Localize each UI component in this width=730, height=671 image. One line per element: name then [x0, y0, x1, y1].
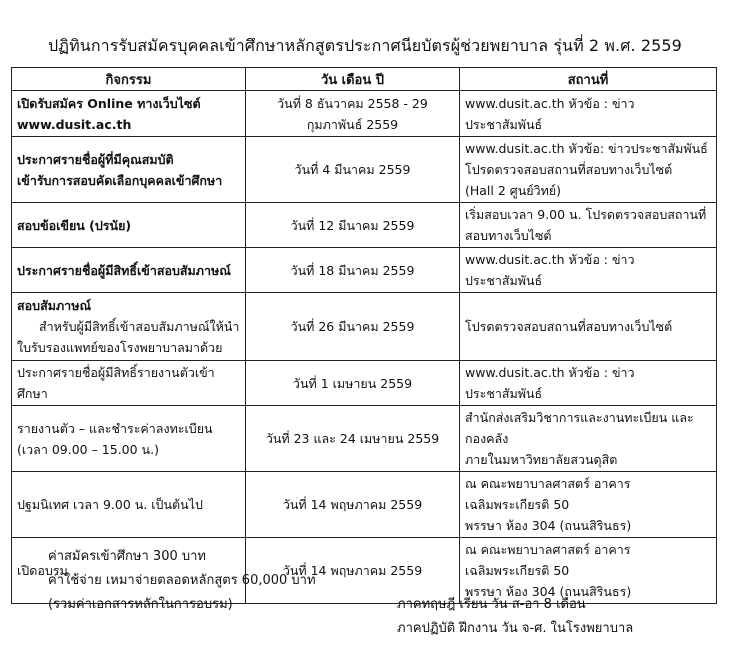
place-line: ณ คณะพยาบาลศาสตร์ อาคารเฉลิมพระเกียรติ 50: [465, 542, 631, 578]
activity-cell: [12, 203, 246, 248]
place-line: www.dusit.ac.th หัวข้อ : ข่าวประชาสัมพันธ์: [465, 252, 635, 288]
date-cell: [246, 91, 460, 137]
activity-line: ประกาศรายชื่อผู้มีสิทธิ์รายงานตัวเข้าศึกษา: [17, 365, 215, 401]
activity-line: เปิดรับสมัคร Online ทางเว็บไซต์: [17, 95, 201, 111]
activity-line: สอบสัมภาษณ์: [17, 298, 92, 313]
table-row: [12, 472, 717, 538]
activity-cell: [12, 361, 246, 406]
activity-cell: [12, 472, 246, 538]
date-cell: [246, 293, 460, 361]
date-cell: [246, 248, 460, 293]
place-line: www.dusit.ac.th หัวข้อ : ข่าวประชาสัมพันธ์: [465, 365, 635, 401]
date-line: วันที่ 14 พฤษภาคม 2559: [282, 563, 423, 578]
place-line: โปรดตรวจสอบสถานที่สอบทางเว็บไซต์: [465, 319, 673, 334]
activity-line: ประกาศรายชื่อผู้มีสิทธิ์เข้าสอบสัมภาษณ์: [17, 262, 231, 278]
header-place: สถานที่: [460, 68, 717, 91]
place-line: เริ่มสอบเวลา 9.00 น. โปรดตรวจสอบสถานที่: [465, 207, 707, 222]
place-cell: [460, 472, 717, 538]
table-row: [12, 293, 717, 361]
activity-cell: [12, 248, 246, 293]
header-activity: กิจกรรม: [12, 68, 246, 91]
table-header-row: [12, 68, 717, 91]
date-line: วันที่ 12 มีนาคม 2559: [290, 217, 415, 233]
table-row: [12, 248, 717, 293]
date-line: วันที่ 8 ธันวาคม 2558 - 29: [277, 95, 428, 111]
fee-notes: [48, 545, 316, 617]
activity-line: รายงานตัว – และชำระค่าลงทะเบียน: [17, 420, 213, 436]
note-application-fee: ค่าสมัครเข้าศึกษา 300 บาท: [48, 549, 206, 564]
note-documents: (รวมค่าเอกสารหลักในการอบรม): [48, 597, 233, 612]
note-practice: ภาคปฏิบัติ ฝึกงาน วัน จ-ศ. ในโรงพยาบาล: [397, 621, 634, 636]
date-line: กุมภาพันธ์ 2559: [306, 116, 399, 132]
activity-cell: [12, 137, 246, 203]
header-date: วัน เดือน ปี: [246, 68, 460, 91]
activity-cell: [12, 91, 246, 137]
table-row: [12, 137, 717, 203]
activity-line: ปฐมนิเทศ เวลา 9.00 น. เป็นต้นไป: [17, 497, 203, 512]
activity-line: เปิดอบรม: [17, 563, 68, 578]
date-line: วันที่ 26 มีนาคม 2559: [290, 319, 415, 334]
date-line: วันที่ 1 เมษายน 2559: [292, 375, 413, 391]
place-line: โปรดตรวจสอบสถานที่สอบทางเว็บไซต์: [465, 162, 673, 177]
place-line: พรรษา ห้อง 304 (ถนนสิรินธร): [465, 518, 632, 533]
activity-line: ประกาศรายชื่อผู้ที่มีคุณสมบัติ: [17, 151, 174, 167]
place-line: (Hall 2 ศูนย์วิทย์): [465, 183, 562, 198]
table-row: [12, 203, 717, 248]
place-line: ณ คณะพยาบาลศาสตร์ อาคารเฉลิมพระเกียรติ 50: [465, 476, 631, 512]
activity-line: www.dusit.ac.th: [17, 116, 132, 132]
place-cell: [460, 293, 717, 361]
place-line: พรรษา ห้อง 304 (ถนนสิรินธร): [465, 584, 632, 599]
date-cell: [246, 203, 460, 248]
activity-line: เข้ารับการสอบคัดเลือกบุคคลเข้าศึกษา: [17, 172, 223, 188]
activity-cell: [12, 406, 246, 472]
place-cell: [460, 91, 717, 137]
place-cell: [460, 361, 717, 406]
place-line: สำนักส่งเสริมวิชาการและงานทะเบียน และกองคลัง: [465, 410, 694, 446]
place-line: ภายในมหาวิทยาลัยสวนดุสิต: [465, 452, 618, 467]
activity-line: ใบรับรองแพทย์ของโรงพยาบาลมาด้วย: [17, 340, 223, 355]
date-line: วันที่ 14 พฤษภาคม 2559: [282, 497, 423, 512]
note-theory: ภาคทฤษฎี เรียน วัน ส-อา 8 เดือน: [397, 597, 586, 612]
place-cell: [460, 406, 717, 472]
date-cell: [246, 137, 460, 203]
place-cell: [460, 137, 717, 203]
table-row: [12, 406, 717, 472]
date-cell: [246, 361, 460, 406]
place-cell: [460, 203, 717, 248]
place-cell: [460, 248, 717, 293]
table-row: [12, 361, 717, 406]
date-cell: [246, 472, 460, 538]
activity-line: (เวลา 09.00 – 15.00 น.): [17, 441, 159, 457]
activity-line: สอบข้อเขียน (ปรนัย): [17, 217, 132, 233]
date-line: วันที่ 23 และ 24 เมษายน 2559: [265, 431, 440, 446]
place-line: www.dusit.ac.th หัวข้อ: ข่าวประชาสัมพันธ์: [465, 141, 708, 156]
place-line: สอบทางเว็บไซต์: [465, 228, 552, 243]
note-course-cost: ค่าใช้จ่าย เหมาจ่ายตลอดหลักสูตร 60,000 บาท: [48, 573, 316, 588]
date-line: วันที่ 4 มีนาคม 2559: [294, 162, 411, 177]
study-schedule-notes: [397, 593, 633, 641]
place-line: www.dusit.ac.th หัวข้อ : ข่าวประชาสัมพันธ์: [465, 95, 635, 132]
activity-line: สำหรับผู้มีสิทธิ์เข้าสอบสัมภาษณ์ให้นำ: [39, 319, 240, 334]
date-line: วันที่ 18 มีนาคม 2559: [290, 262, 415, 278]
table-row: [12, 91, 717, 137]
schedule-table: [11, 67, 717, 604]
page-title: ปฏิทินการรับสมัครบุคคลเข้าศึกษาหลักสูตรประกาศนียบัตรผู้ช่วยพยาบาล รุ่นที่ 2 พ.ศ. 2559: [48, 36, 682, 55]
date-cell: [246, 406, 460, 472]
activity-cell: [12, 293, 246, 361]
